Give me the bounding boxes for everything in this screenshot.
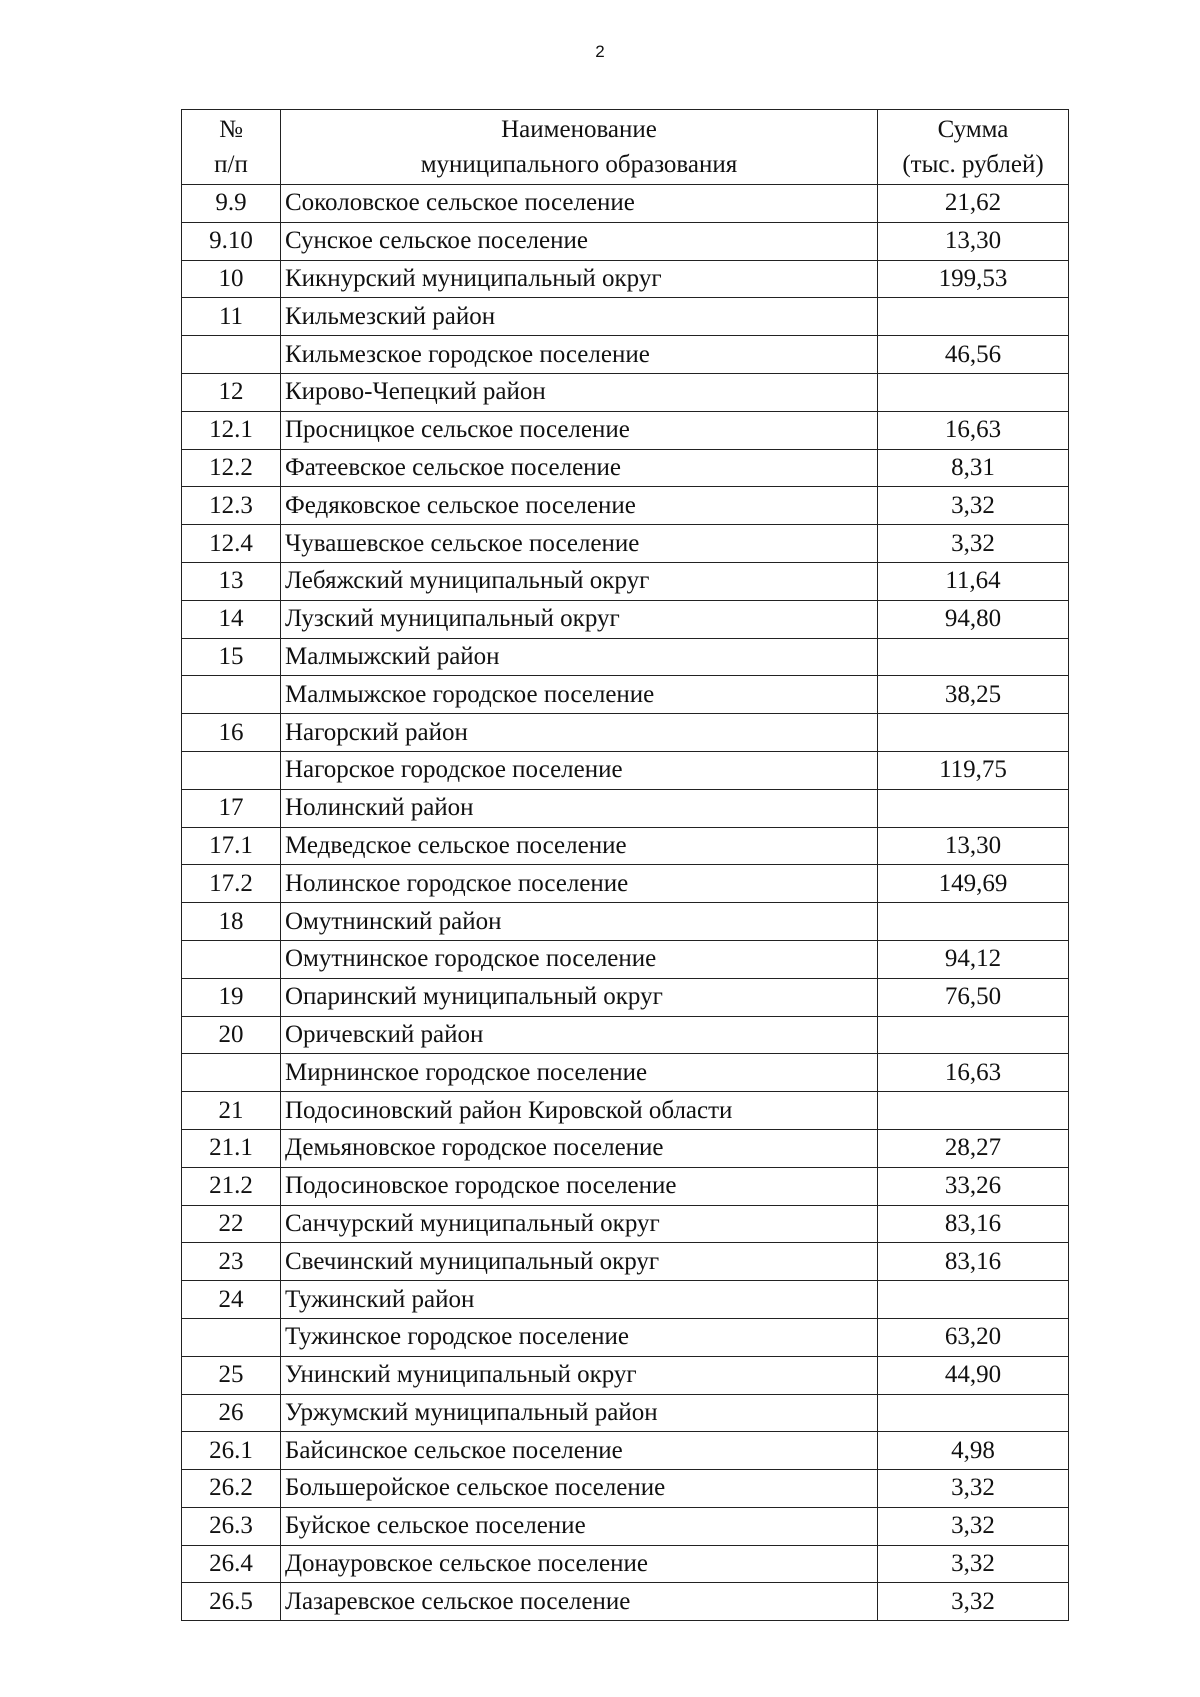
- amount-cell: 13,30: [878, 222, 1069, 260]
- row-number-cell: 12.4: [182, 525, 281, 563]
- header-sum: [878, 110, 1069, 185]
- row-number-cell: [182, 336, 281, 374]
- table-row: [182, 940, 1069, 978]
- amount-cell: 3,32: [878, 525, 1069, 563]
- municipality-name-cell: Тужинский район: [281, 1281, 878, 1319]
- table-row: [182, 676, 1069, 714]
- table-row: [182, 978, 1069, 1016]
- amount-cell: 16,63: [878, 411, 1069, 449]
- amount-cell: 94,80: [878, 600, 1069, 638]
- municipality-name-cell: Сунское сельское поселение: [281, 222, 878, 260]
- header-sum-line: (тыс. рублей): [902, 151, 1044, 178]
- amount-cell: 3,32: [878, 1507, 1069, 1545]
- table-row: [182, 751, 1069, 789]
- amount-cell: 44,90: [878, 1356, 1069, 1394]
- row-number-cell: 26.1: [182, 1432, 281, 1470]
- municipality-name-cell: Донауровское сельское поселение: [281, 1545, 878, 1583]
- row-number-cell: [182, 1318, 281, 1356]
- row-number-cell: 12: [182, 373, 281, 411]
- row-number-cell: 15: [182, 638, 281, 676]
- row-number-cell: 24: [182, 1281, 281, 1319]
- table-row: [182, 1318, 1069, 1356]
- row-number-cell: 17.1: [182, 827, 281, 865]
- municipality-name-cell: Малмыжский район: [281, 638, 878, 676]
- municipality-name-cell: Медведское сельское поселение: [281, 827, 878, 865]
- table-row: [182, 1394, 1069, 1432]
- amount-cell: 76,50: [878, 978, 1069, 1016]
- table-row: [182, 789, 1069, 827]
- municipal-sums-table: [181, 109, 1069, 1621]
- amount-cell: 46,56: [878, 336, 1069, 374]
- municipality-name-cell: Тужинское городское поселение: [281, 1318, 878, 1356]
- amount-cell: [878, 789, 1069, 827]
- municipality-name-cell: Кикнурский муниципальный округ: [281, 260, 878, 298]
- row-number-cell: 12.3: [182, 487, 281, 525]
- row-number-cell: 21.2: [182, 1167, 281, 1205]
- table-row: [182, 638, 1069, 676]
- table-row: [182, 1205, 1069, 1243]
- header-name-line: муниципального образования: [420, 151, 738, 178]
- municipality-name-cell: Кильмезский район: [281, 298, 878, 336]
- row-number-cell: 12.2: [182, 449, 281, 487]
- municipality-name-cell: Подосиновское городское поселение: [281, 1167, 878, 1205]
- table-row: [182, 1432, 1069, 1470]
- amount-cell: 3,32: [878, 487, 1069, 525]
- municipality-name-cell: Федяковское сельское поселение: [281, 487, 878, 525]
- row-number-cell: 26.2: [182, 1470, 281, 1508]
- row-number-cell: 26: [182, 1394, 281, 1432]
- municipality-name-cell: Мирнинское городское поселение: [281, 1054, 878, 1092]
- row-number-cell: 23: [182, 1243, 281, 1281]
- table-row: [182, 1092, 1069, 1130]
- table-row: [182, 336, 1069, 374]
- municipality-name-cell: Оричевский район: [281, 1016, 878, 1054]
- table-row: [182, 714, 1069, 752]
- page-number: 2: [595, 42, 605, 61]
- row-number-cell: [182, 676, 281, 714]
- municipality-name-cell: Соколовское сельское поселение: [281, 185, 878, 223]
- municipality-name-cell: Большеройское сельское поселение: [281, 1470, 878, 1508]
- row-number-cell: 18: [182, 903, 281, 941]
- table-row: [182, 222, 1069, 260]
- amount-cell: 3,32: [878, 1545, 1069, 1583]
- municipality-name-cell: Уржумский муниципальный район: [281, 1394, 878, 1432]
- row-number-cell: 10: [182, 260, 281, 298]
- amount-cell: [878, 638, 1069, 676]
- row-number-cell: 9.9: [182, 185, 281, 223]
- row-number-cell: 26.5: [182, 1583, 281, 1621]
- table-row: [182, 449, 1069, 487]
- amount-cell: 83,16: [878, 1243, 1069, 1281]
- row-number-cell: 16: [182, 714, 281, 752]
- table-header-row: [182, 110, 1069, 185]
- table-body: [182, 185, 1069, 1621]
- row-number-cell: 26.3: [182, 1507, 281, 1545]
- amount-cell: [878, 903, 1069, 941]
- amount-cell: 11,64: [878, 562, 1069, 600]
- header-sum-line: Сумма: [937, 116, 1009, 143]
- amount-cell: [878, 1281, 1069, 1319]
- table-row: [182, 1243, 1069, 1281]
- table-row: [182, 1129, 1069, 1167]
- header-num-line: п/п: [214, 151, 248, 178]
- table-row: [182, 865, 1069, 903]
- row-number-cell: 9.10: [182, 222, 281, 260]
- table-row: [182, 1507, 1069, 1545]
- amount-cell: [878, 1394, 1069, 1432]
- table-row: [182, 1281, 1069, 1319]
- amount-cell: 94,12: [878, 940, 1069, 978]
- row-number-cell: 20: [182, 1016, 281, 1054]
- municipality-name-cell: Кильмезское городское поселение: [281, 336, 878, 374]
- table-row: [182, 827, 1069, 865]
- amount-cell: 13,30: [878, 827, 1069, 865]
- row-number-cell: 19: [182, 978, 281, 1016]
- municipality-name-cell: Байсинское сельское поселение: [281, 1432, 878, 1470]
- municipality-name-cell: Нагорский район: [281, 714, 878, 752]
- amount-cell: 119,75: [878, 751, 1069, 789]
- municipality-name-cell: Лазаревское сельское поселение: [281, 1583, 878, 1621]
- amount-cell: 3,32: [878, 1470, 1069, 1508]
- municipality-name-cell: Подосиновский район Кировской области: [281, 1092, 878, 1130]
- amount-cell: [878, 1092, 1069, 1130]
- header-name-line: Наименование: [501, 116, 657, 143]
- table-row: [182, 1016, 1069, 1054]
- table-row: [182, 487, 1069, 525]
- municipality-name-cell: Опаринский муниципальный округ: [281, 978, 878, 1016]
- table-row: [182, 1054, 1069, 1092]
- row-number-cell: 17.2: [182, 865, 281, 903]
- municipality-name-cell: Омутнинский район: [281, 903, 878, 941]
- header-num: [182, 110, 281, 185]
- amount-cell: 4,98: [878, 1432, 1069, 1470]
- municipality-name-cell: Свечинский муниципальный округ: [281, 1243, 878, 1281]
- amount-cell: [878, 298, 1069, 336]
- amount-cell: [878, 1016, 1069, 1054]
- table-row: [182, 373, 1069, 411]
- municipality-name-cell: Унинский муниципальный округ: [281, 1356, 878, 1394]
- table-row: [182, 1470, 1069, 1508]
- row-number-cell: 22: [182, 1205, 281, 1243]
- table-row: [182, 1356, 1069, 1394]
- municipality-name-cell: Буйское сельское поселение: [281, 1507, 878, 1545]
- municipality-name-cell: Фатеевское сельское поселение: [281, 449, 878, 487]
- amount-cell: 38,25: [878, 676, 1069, 714]
- amount-cell: [878, 714, 1069, 752]
- table-row: [182, 525, 1069, 563]
- header-name: [281, 110, 878, 185]
- municipality-name-cell: Нагорское городское поселение: [281, 751, 878, 789]
- municipality-name-cell: Просницкое сельское поселение: [281, 411, 878, 449]
- municipality-name-cell: Нолинское городское поселение: [281, 865, 878, 903]
- row-number-cell: [182, 940, 281, 978]
- header-num-line: №: [219, 116, 243, 143]
- table-row: [182, 903, 1069, 941]
- amount-cell: 33,26: [878, 1167, 1069, 1205]
- amount-cell: 8,31: [878, 449, 1069, 487]
- row-number-cell: 12.1: [182, 411, 281, 449]
- table-row: [182, 298, 1069, 336]
- table-row: [182, 185, 1069, 223]
- row-number-cell: [182, 751, 281, 789]
- amount-cell: 28,27: [878, 1129, 1069, 1167]
- municipality-name-cell: Санчурский муниципальный округ: [281, 1205, 878, 1243]
- table-row: [182, 600, 1069, 638]
- amount-cell: 21,62: [878, 185, 1069, 223]
- municipality-name-cell: Малмыжское городское поселение: [281, 676, 878, 714]
- municipality-name-cell: Демьяновское городское поселение: [281, 1129, 878, 1167]
- row-number-cell: 21.1: [182, 1129, 281, 1167]
- row-number-cell: 14: [182, 600, 281, 638]
- amount-cell: 16,63: [878, 1054, 1069, 1092]
- municipality-name-cell: Чувашевское сельское поселение: [281, 525, 878, 563]
- table-row: [182, 1583, 1069, 1621]
- amount-cell: 63,20: [878, 1318, 1069, 1356]
- row-number-cell: 11: [182, 298, 281, 336]
- table-row: [182, 1167, 1069, 1205]
- municipality-name-cell: Нолинский район: [281, 789, 878, 827]
- municipality-name-cell: Лузский муниципальный округ: [281, 600, 878, 638]
- row-number-cell: 13: [182, 562, 281, 600]
- table-row: [182, 562, 1069, 600]
- municipality-name-cell: Кирово-Чепецкий район: [281, 373, 878, 411]
- amount-cell: 199,53: [878, 260, 1069, 298]
- row-number-cell: 26.4: [182, 1545, 281, 1583]
- row-number-cell: 17: [182, 789, 281, 827]
- table-row: [182, 260, 1069, 298]
- amount-cell: 83,16: [878, 1205, 1069, 1243]
- table-row: [182, 411, 1069, 449]
- municipality-name-cell: Омутнинское городское поселение: [281, 940, 878, 978]
- table-row: [182, 1545, 1069, 1583]
- municipality-name-cell: Лебяжский муниципальный округ: [281, 562, 878, 600]
- row-number-cell: 25: [182, 1356, 281, 1394]
- amount-cell: 3,32: [878, 1583, 1069, 1621]
- amount-cell: [878, 373, 1069, 411]
- row-number-cell: [182, 1054, 281, 1092]
- amount-cell: 149,69: [878, 865, 1069, 903]
- row-number-cell: 21: [182, 1092, 281, 1130]
